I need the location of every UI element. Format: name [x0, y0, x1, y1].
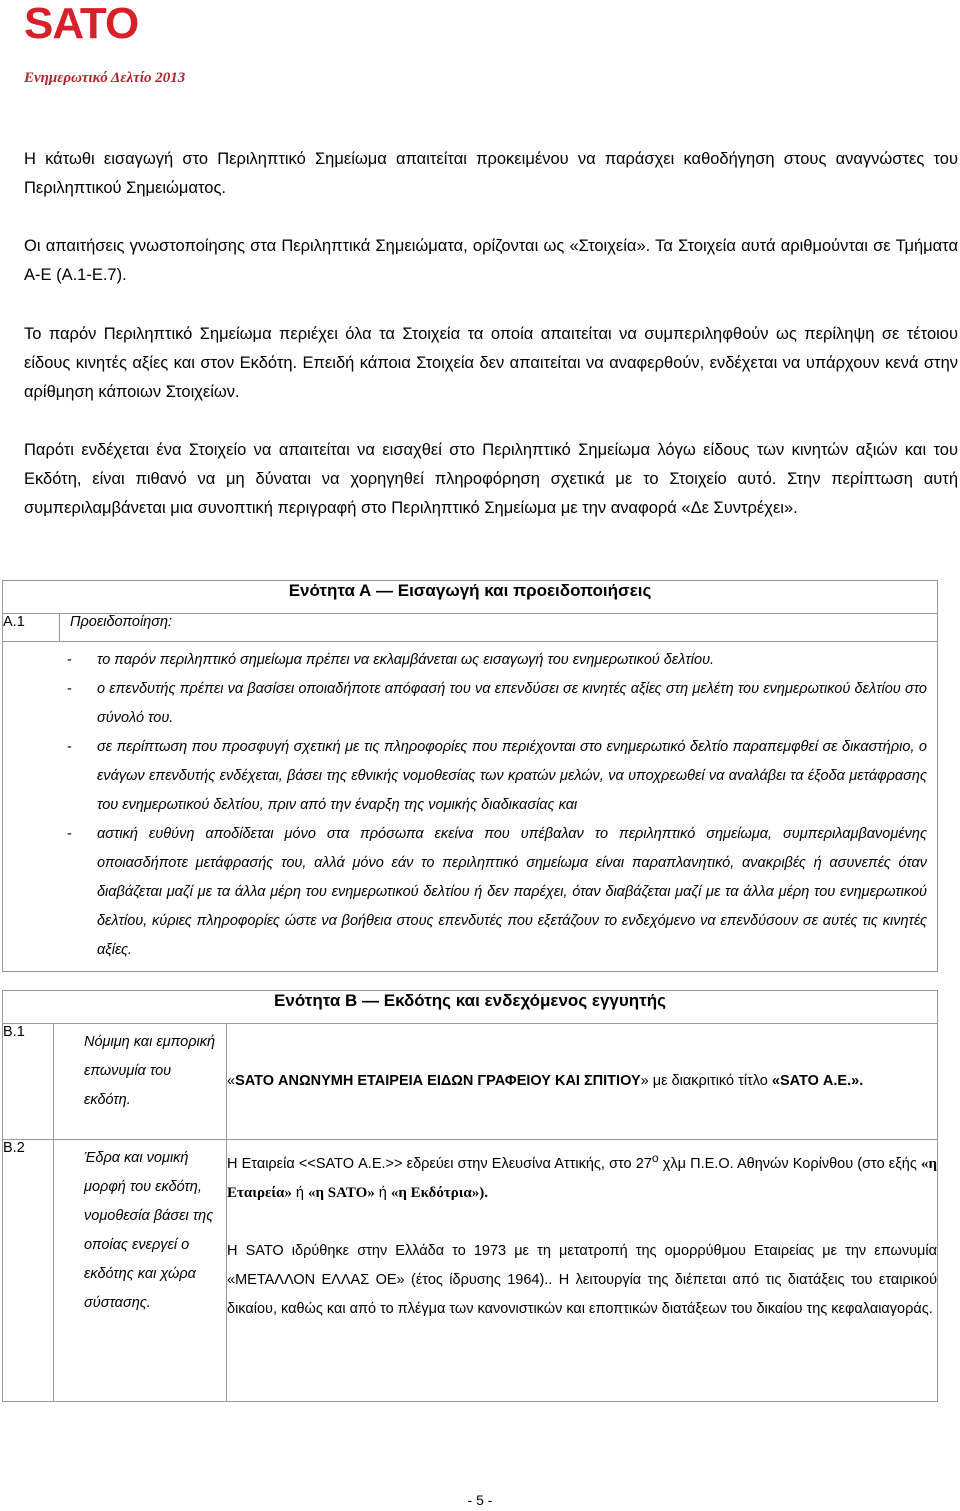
section-a-title: Ενότητα Α — Εισαγωγή και προειδοποιήσεις	[3, 581, 938, 614]
item-code-a1: Α.1	[3, 614, 60, 642]
section-b-table	[2, 990, 938, 1402]
item-label-a1: Προειδοποίηση:	[60, 614, 938, 642]
item-label-b1: Νόμιμη και εμπορική επωνυμία του εκδότη.	[54, 1024, 227, 1140]
list-item: - το παρόν περιληπτικό σημείωμα πρέπει να εκλαμβάνεται ως εισαγωγή του ενημερωτικού δελτίου.	[67, 652, 715, 668]
warnings-list	[3, 642, 938, 972]
document-subtitle: Ενημερωτικό Δελτίο 2013	[24, 70, 186, 86]
item-code-b1: Β.1	[3, 1024, 54, 1140]
list-item: - σε περίπτωση που προσφυγή σχετική με τις πληροφορίες που περιέχονται στο ενημερωτικό δελτίο παραπεμφθεί σε δικαστήριο, ο ενάγων επενδυτής ενδέχεται, βάσει της εθνικής νομοθεσίας των κρατών μελών, να υποχρεωθεί να αναλάβει τα έξοδα μετάφρασης του ενημερωτικού δελτίου, πριν από την έναρξη της νομικής διαδικασίας και	[67, 739, 927, 813]
issuer-seat-paragraph: Η Εταιρεία <<SATO Α.Ε.>> εδρεύει στην Ελευσίνα Αττικής, στο $27^o$ χλμ Π.Ε.Ο. Αθηνών Κορίνθου (στο εξής «η Εταιρεία» ή «η SATO» ή «η Εκδότρια»).	[227, 1151, 937, 1201]
item-label-b2: Έδρα και νομική μορφή του εκδότη, νομοθεσία βάσει της οποίας ενεργεί ο εκδότης και χώρα σύστασης.	[54, 1140, 227, 1402]
issuer-seat-cell	[227, 1140, 938, 1402]
issuer-name-cell: «SATO ΑΝΩΝΥΜΗ ΕΤΑΙΡΕΙΑ ΕΙΔΩΝ ΓΡΑΦΕΙΟΥ ΚΑΙ ΣΠΙΤΙΟΥ» με διακριτικό τίτλο «SATO Α.Ε.».	[227, 1024, 938, 1140]
section-a-table	[2, 580, 938, 972]
issuer-trade-name: «SATO Α.Ε.».	[771, 1073, 864, 1089]
issuer-legal-name: SATO ΑΝΩΝΥΜΗ ΕΤΑΙΡΕΙΑ ΕΙΔΩΝ ΓΡΑΦΕΙΟΥ ΚΑΙ ΣΠΙΤΙΟΥ	[235, 1073, 641, 1089]
page-number: - 5 -	[467, 1492, 493, 1508]
intro-paragraph-2: Οι απαιτήσεις γνωστοποίησης στα Περιληπτικά Σημειώματα, ορίζονται ως «Στοιχεία». Τα Στοιχεία αυτά αριθμούνται σε Τμήματα Α-Ε (Α.1-Ε.7).	[24, 237, 958, 284]
intro-paragraph-1: Η κάτωθι εισαγωγή στο Περιληπτικό Σημείωμα απαιτείται προκειμένου να παράσχει καθοδήγηση στους αναγνώστες του Περιληπτικού Σημειώματος.	[24, 150, 958, 197]
intro-paragraph-3: Το παρόν Περιληπτικό Σημείωμα περιέχει όλα τα Στοιχεία τα οποία απαιτείται να συμπεριληφθούν ως περίληψη σε τέτοιου είδους κινητές αξίες και στον Εκδότη. Επειδή κάποια Στοιχεία δεν απαιτείται να αναφερθούν, ενδέχεται να υπάρχουν κενά στην αρίθμηση κάποιων Στοιχείων.	[24, 325, 958, 401]
section-b-title: Ενότητα Β — Εκδότης και ενδεχόμενος εγγυητής	[3, 991, 938, 1024]
issuer-history-paragraph: Η SATO ιδρύθηκε στην Ελλάδα το 1973 με τη μετατροπή της ομορρύθμου Εταιρείας με την επωνυμία «ΜΕΤΑΛΛΟΝ ΕΛΛΑΣ ΟΕ» (έτος ίδρυσης 1964).. Η λειτουργία της διέπεται από τις διατάξεις του εταιρικού δικαίου, καθώς και από το πλέγμα των κανονιστικών και εποπτικών διατάξεων του δικαίου της κεφαλαιαγοράς.	[227, 1242, 937, 1317]
item-code-b2: Β.2	[3, 1140, 54, 1402]
list-item: - αστική ευθύνη αποδίδεται μόνο στα πρόσωπα εκείνα που υπέβαλαν το περιληπτικό σημείωμα, συμπεριλαμβανομένης οποιασδήποτε μετάφρασής του, αλλά μόνο εάν το περιληπτικό σημείωμα είναι παραπλανητικό, ανακριβές ή ασυνεπές όταν διαβάζεται μαζί με τα άλλα μέρη του ενημερωτικού δελτίου ή δεν παρέχει, όταν διαβάζεται μαζί με τα άλλα μέρη του ενημερωτικού δελτίου, κύριες πληροφορίες ώστε να βοήθεια στους επενδυτές που εξετάζουν το ενδεχόμενο να επενδύσουν σε αυτές τις κινητές αξίες.	[67, 826, 927, 958]
sato-logo: SATO	[24, 0, 139, 48]
intro-paragraph-4: Παρότι ενδέχεται ένα Στοιχείο να απαιτείται να εισαχθεί στο Περιληπτικό Σημείωμα λόγω είδους των κινητών αξιών και του Εκδότη, είναι πιθανό να μη δύναται να χορηγηθεί πληροφόρηση σχετικά με το Στοιχείο αυτό. Στην περίπτωση αυτή συμπεριλαμβάνεται μια συνοπτική περιγραφή στο Περιληπτικό Σημείωμα με την αναφορά «Δε Συντρέχει».	[24, 441, 958, 517]
list-item: - ο επενδυτής πρέπει να βασίσει οποιαδήποτε απόφασή του να επενδύσει σε κινητές αξίες στη μελέτη του ενημερωτικού δελτίου στο σύνολό του.	[67, 681, 927, 726]
